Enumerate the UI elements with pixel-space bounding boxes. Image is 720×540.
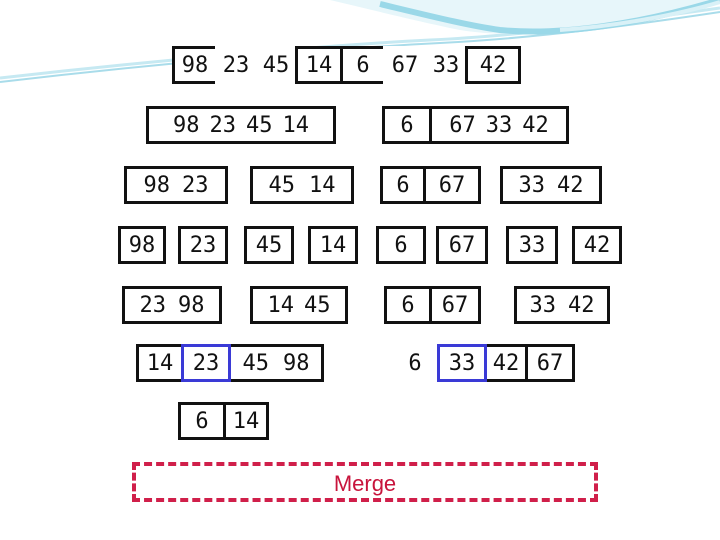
array-cell	[514, 286, 610, 324]
array-cell	[124, 166, 228, 204]
array-cell: 33	[506, 226, 558, 264]
cell-value: 45	[268, 172, 295, 198]
array-cell	[250, 286, 348, 324]
array-cell: 23	[215, 46, 257, 84]
level3-e	[376, 226, 426, 264]
level3-h	[572, 226, 622, 264]
level3-b	[178, 226, 228, 264]
array-cell: 6	[340, 46, 386, 84]
cell-value: 98	[143, 172, 170, 198]
level5-right	[390, 344, 575, 382]
array-cell: 67	[423, 166, 481, 204]
array-cell	[122, 286, 222, 324]
level4-d	[514, 286, 610, 324]
cell-value: 98	[178, 292, 205, 318]
array-cell: 23	[178, 226, 228, 264]
level3-c	[244, 226, 294, 264]
cell-value: 98	[173, 112, 200, 138]
array-cell: 45	[254, 46, 298, 84]
array-cell: 45	[244, 226, 294, 264]
level1-left	[146, 106, 336, 144]
array-cell: 14	[308, 226, 358, 264]
level3-f	[436, 226, 488, 264]
array-cell	[429, 106, 569, 144]
array-cell: 6	[382, 106, 432, 144]
array-cell: 98	[172, 46, 218, 84]
level2-a	[124, 166, 228, 204]
cell-value: 33	[485, 112, 513, 138]
array-cell: 6	[384, 286, 432, 324]
array-cell: 6	[390, 344, 440, 382]
merge-label: Merge	[333, 471, 397, 496]
array-cell: 14	[295, 46, 343, 84]
cell-value: 14	[282, 112, 309, 138]
cell-value: 23	[209, 112, 236, 138]
cell-value: 33	[518, 172, 545, 198]
array-cell	[250, 166, 354, 204]
array-cell: 14	[223, 402, 269, 440]
array-cell: 6	[380, 166, 426, 204]
cell-value: 98	[283, 350, 310, 376]
array-cell: 98	[118, 226, 166, 264]
level3-g	[506, 226, 558, 264]
cell-value: 42	[568, 292, 595, 318]
level4-a	[122, 286, 222, 324]
cell-value: 45	[304, 292, 331, 318]
array-cell: 42	[465, 46, 521, 84]
level2-b	[250, 166, 354, 204]
array-cell: 67	[383, 46, 427, 84]
array-cell	[146, 106, 336, 144]
array-cell: 6	[178, 402, 226, 440]
cell-value: 23	[139, 292, 166, 318]
array-cell	[500, 166, 602, 204]
cell-value: 14	[267, 292, 294, 318]
level6-left	[178, 402, 269, 440]
array-cell: 42	[484, 344, 528, 382]
level4-c	[384, 286, 481, 324]
cell-value: 45	[246, 112, 273, 138]
level4-b	[250, 286, 348, 324]
array-cell: 42	[572, 226, 622, 264]
cell-value: 67	[449, 112, 476, 138]
cell-value: 23	[182, 172, 209, 198]
array-cell: 67	[429, 286, 481, 324]
level0-array	[172, 46, 521, 84]
array-cell-highlighted: 33	[437, 344, 487, 382]
array-cell: 33	[424, 46, 468, 84]
array-cell: 14	[136, 344, 184, 382]
array-cell: 67	[436, 226, 488, 264]
level5-left	[136, 344, 324, 382]
cell-value: 14	[309, 172, 336, 198]
cell-value: 42	[557, 172, 584, 198]
cell-value: 45	[242, 350, 269, 376]
merge-region	[132, 462, 598, 502]
level2-d	[500, 166, 602, 204]
level1-right	[382, 106, 569, 144]
array-cell-highlighted: 23	[181, 344, 231, 382]
cell-value: 42	[522, 112, 549, 138]
cell-value: 33	[529, 292, 556, 318]
level3-d	[308, 226, 358, 264]
level3-a	[118, 226, 166, 264]
array-cell	[228, 344, 324, 382]
level2-c	[380, 166, 481, 204]
array-cell: 6	[376, 226, 426, 264]
array-cell: 67	[525, 344, 575, 382]
